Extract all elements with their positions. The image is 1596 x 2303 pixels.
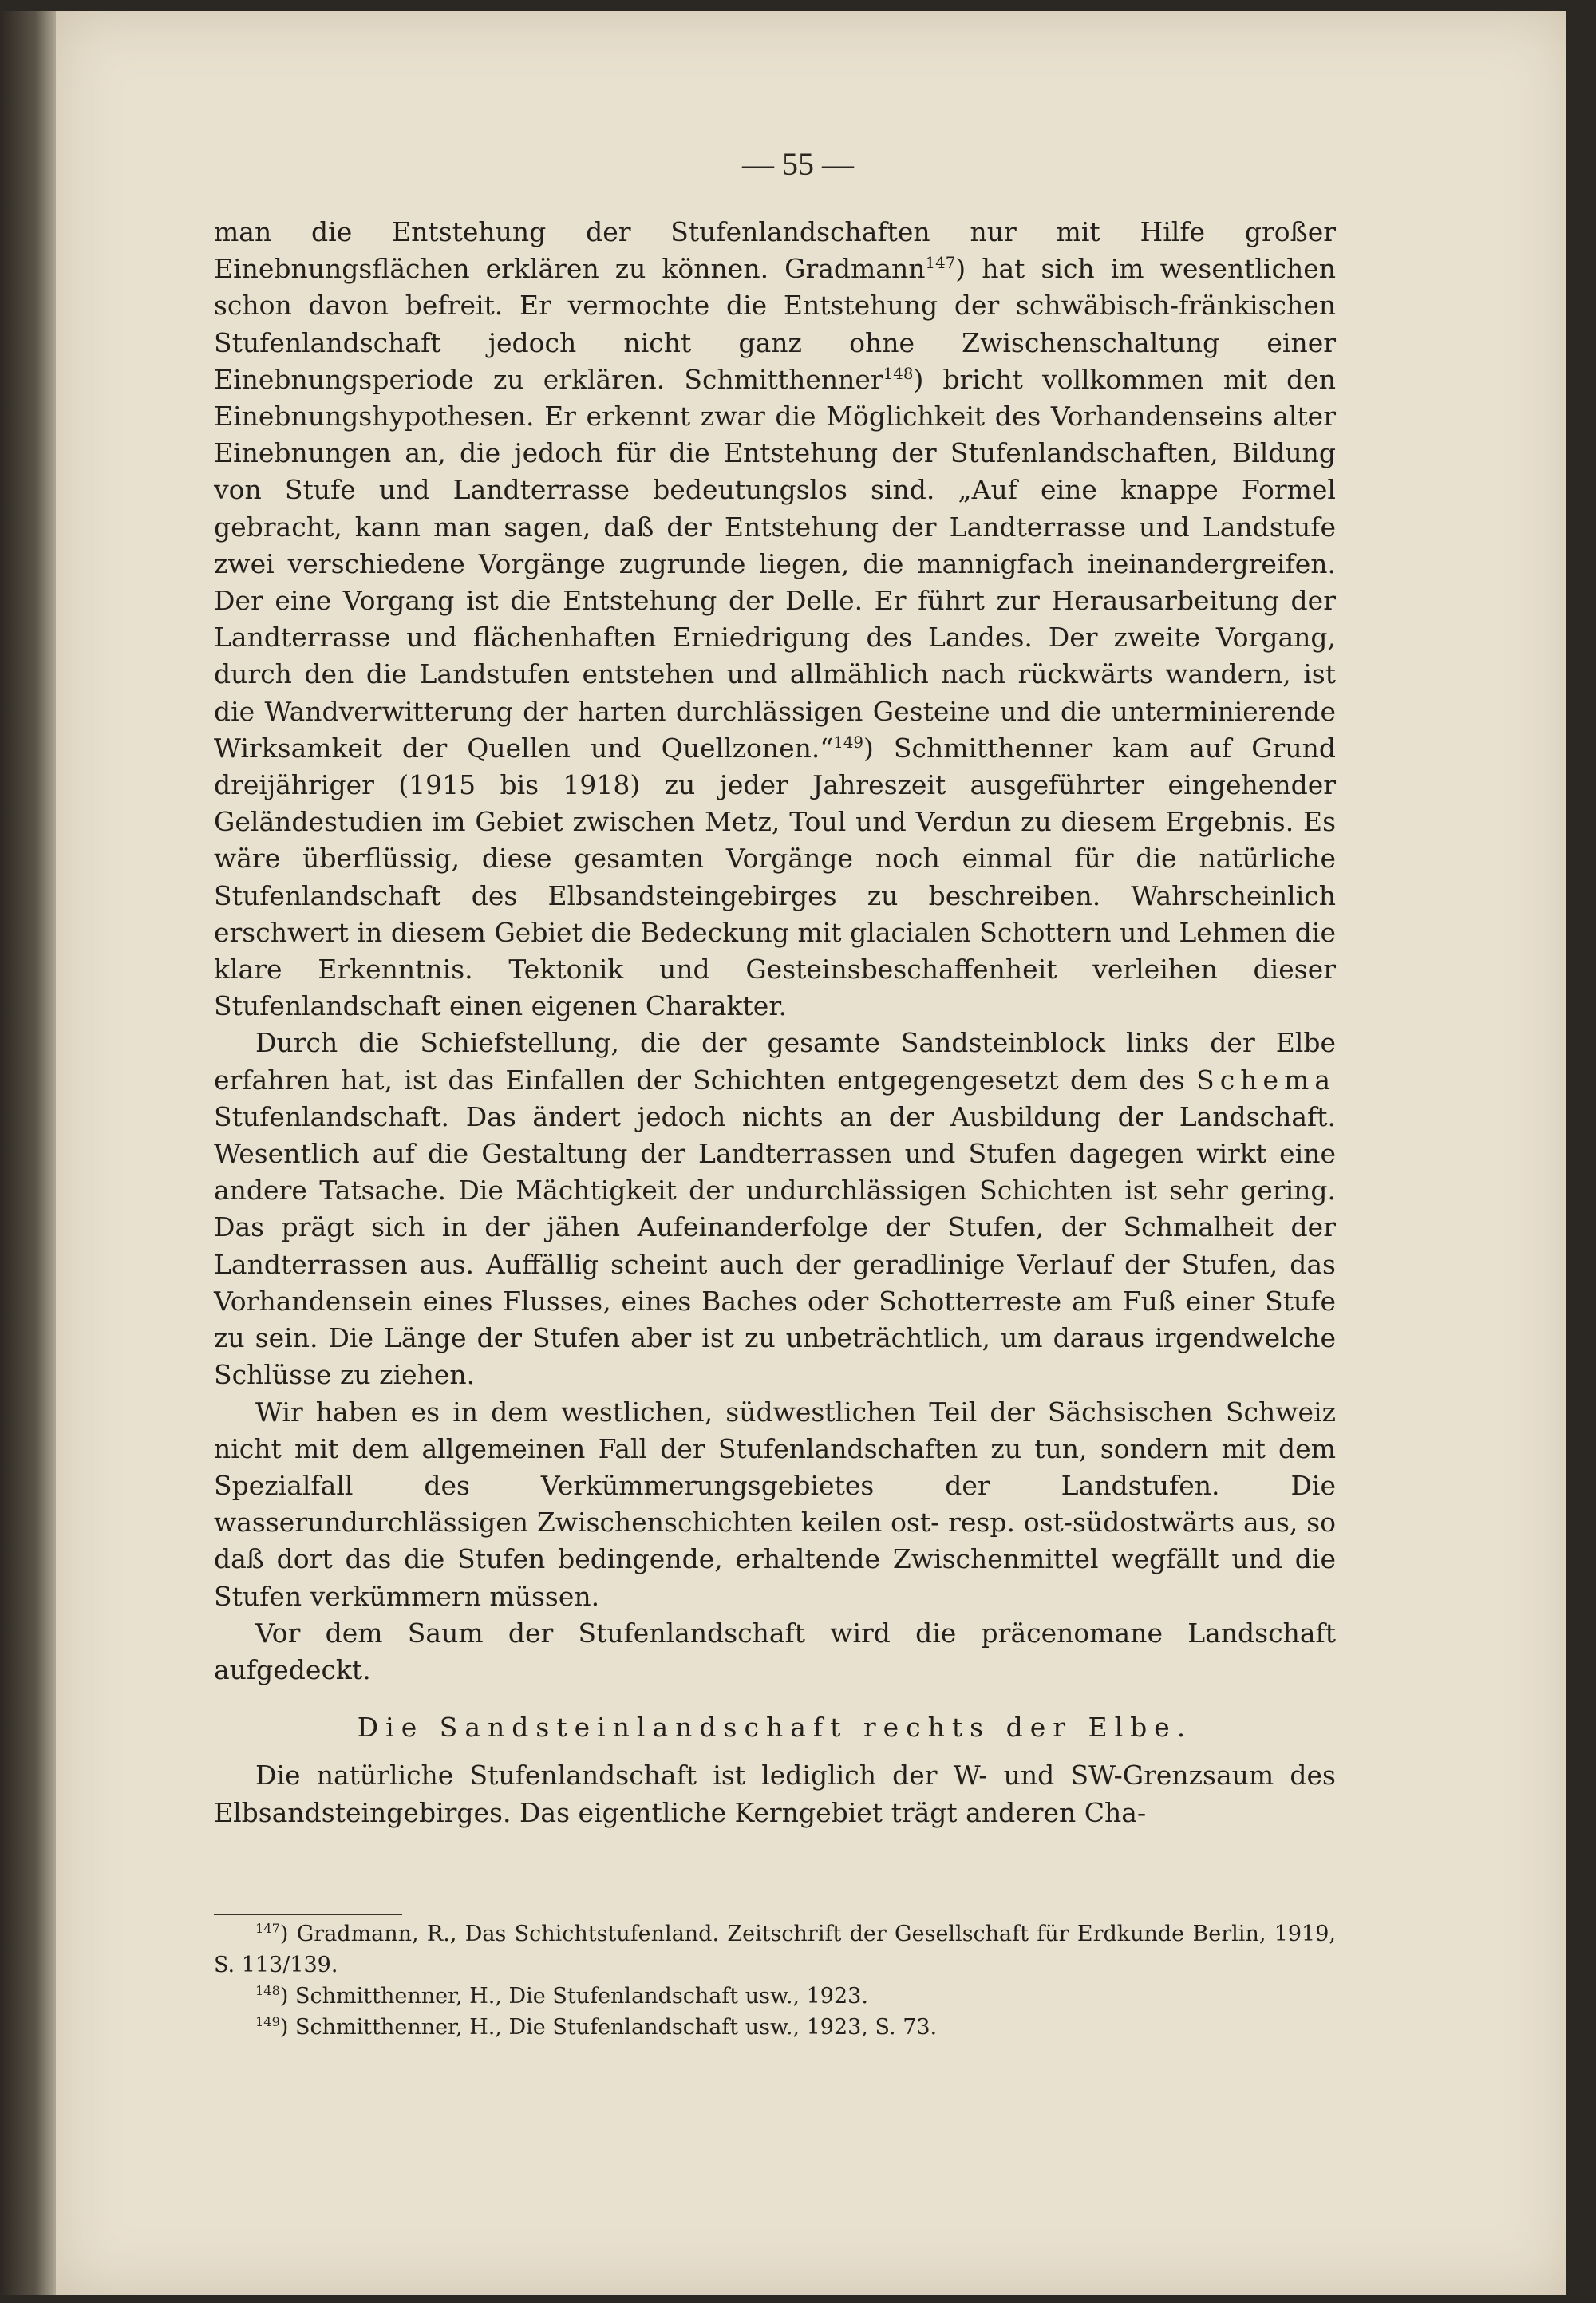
paragraph-1-text-b: ) hat sich im wesentlichen schon davon befreit. Er vermochte die Entstehung der schwäbisch-fränkischen Stufenlandschaft jedoch nicht ganz ohne Zwischenschaltung einer Einebnungsperiode zu erklären. Schmitthenner xyxy=(214,253,1336,395)
section-heading: Die Sandsteinlandschaft rechts der Elbe. xyxy=(357,1712,1193,1744)
paragraph-1-text-d: ) Schmitthenner kam auf Grund dreijähriger (1915 bis 1918) zu jeder Jahreszeit ausgeführter eingehender Geländestudien im Gebiet zwischen Metz, Toul und Verdun zu diesem Ergebnis. Es wäre überflüssig, diese gesamten Vorgänge noch einmal für die natürliche Stufenlandschaft des Elbsandsteingebirges zu beschreiben. Wahrscheinlich erschwert in diesem Gebiet die Bedeckung mit glacialen Schottern und Lehmen die klare Erkenntnis. Tektonik und Gesteinsbeschaffenheit verleihen dieser Stufenlandschaft einen eigenen Charakter. xyxy=(214,732,1336,1022)
footnote-text: ) Schmitthenner, H., Die Stufenlandschaft usw., 1923. xyxy=(279,1984,868,2009)
paragraph-2 xyxy=(214,1025,1336,1393)
paragraph-4: Vor dem Saum der Stufenlandschaft wird die präcenomane Landschaft aufgedeckt. xyxy=(214,1617,1336,1685)
footnote-ref-149: 149 xyxy=(833,733,863,752)
footnote-ref-147: 147 xyxy=(925,254,956,273)
paragraph-1-text-a: man die Entstehung der Stufenlandschaften nur mit Hilfe großer Einebnungsflächen erklären zu können. Gradmann xyxy=(214,216,1336,285)
footnote-149 xyxy=(214,2012,1336,2043)
footnote-ref-148: 148 xyxy=(883,364,914,383)
paragraph-5: Die natürliche Stufenlandschaft ist lediglich der W- und SW-Grenzsaum des Elbsandsteingebirges. Das eigentliche Kerngebiet trägt anderen Cha- xyxy=(214,1760,1336,1828)
page-number: — 55 — xyxy=(742,146,854,182)
paragraph-2-text-b: Stufenlandschaft. Das ändert jedoch nichts an der Ausbildung der Landschaft. Wesentlich auf die Gestaltung der Landterrassen und Stufen dagegen wirkt eine andere Tatsache. Die Mächtigkeit der undurchlässigen Schichten ist sehr gering. Das prägt sich in der jähen Aufeinanderfolge der Stufen, der Schmalheit der Landterrassen aus. Auffällig scheint auch der geradlinige Verlauf der Stufen, das Vorhandensein eines Flusses, eines Baches oder Schotterreste am Fuß einer Stufe zu sein. Die Länge der Stufen aber ist zu unbeträchtlich, um daraus irgendwelche Schlüsse zu ziehen. xyxy=(214,1100,1336,1391)
footnote-text: ) Schmitthenner, H., Die Stufenlandschaft usw., 1923, S. 73. xyxy=(279,2015,938,2040)
paragraph-2-text-a: Durch die Schiefstellung, die der gesamte Sandsteinblock links der Elbe erfahren hat, ist das Einfallen der Schichten entgegengesetzt dem des xyxy=(214,1027,1336,1096)
footnote-rule xyxy=(214,1914,402,1915)
page-edge-shadow xyxy=(1566,0,1596,2303)
paragraph-3: Wir haben es in dem westlichen, südwestlichen Teil der Sächsischen Schweiz nicht mit dem allgemeinen Fall der Stufenlandschaften zu tun, sondern mit dem Spezialfall des Verkümmerungsgebietes der Landstufen. Die wasserundurchlässigen Zwischenschichten keilen ost- resp. ost-südostwärts aus, so daß dort das die Stufen bedingende, erhaltende Zwischenmittel wegfällt und die Stufen verkümmern müssen. xyxy=(214,1396,1336,1612)
footnote-148 xyxy=(214,1981,1336,2012)
footnote-number: 147 xyxy=(255,1921,280,1936)
footnote-number: 148 xyxy=(255,1983,280,1998)
body-text xyxy=(214,214,1336,1831)
paragraph-2-emphasis: Schema xyxy=(1196,1064,1336,1096)
footnote-text: ) Gradmann, R., Das Schichtstufenland. Zeitschrift der Gesellschaft für Erdkunde Berlin, 1919, S. 113/139. xyxy=(214,1922,1336,1977)
footnotes xyxy=(214,1918,1336,2043)
paragraph-1-text-c: ) bricht vollkommen mit den Einebnungshypothesen. Er erkennt zwar die Möglichkeit des Vorhandenseins alter Einebnungen an, die jedoch für die Entstehung der Stufenlandschaften, Bildung von Stufe und Landterrasse bedeutungslos sind. „Auf eine knappe Formel gebracht, kann man sagen, daß der Entstehung der Landterrasse und Landstufe zwei verschiedene Vorgänge zugrunde liegen, die mannigfach ineinandergreifen. Der eine Vorgang ist die Entstehung der Delle. Er führt zur Herausarbeitung der Landterrasse und flächenhaften Erniedrigung des Landes. Der zweite Vorgang, durch den die Landstufen entstehen und allmählich nach rückwärts wandern, ist die Wandverwitterung der harten durchlässigen Gesteine und die unterminierende Wirksamkeit der Quellen und Quellzonen.“ xyxy=(214,363,1336,764)
footnote-number: 149 xyxy=(255,2014,280,2029)
footnote-147 xyxy=(214,1918,1336,1981)
paragraph-1 xyxy=(214,214,1336,1025)
book-binding-shadow xyxy=(0,11,64,2295)
